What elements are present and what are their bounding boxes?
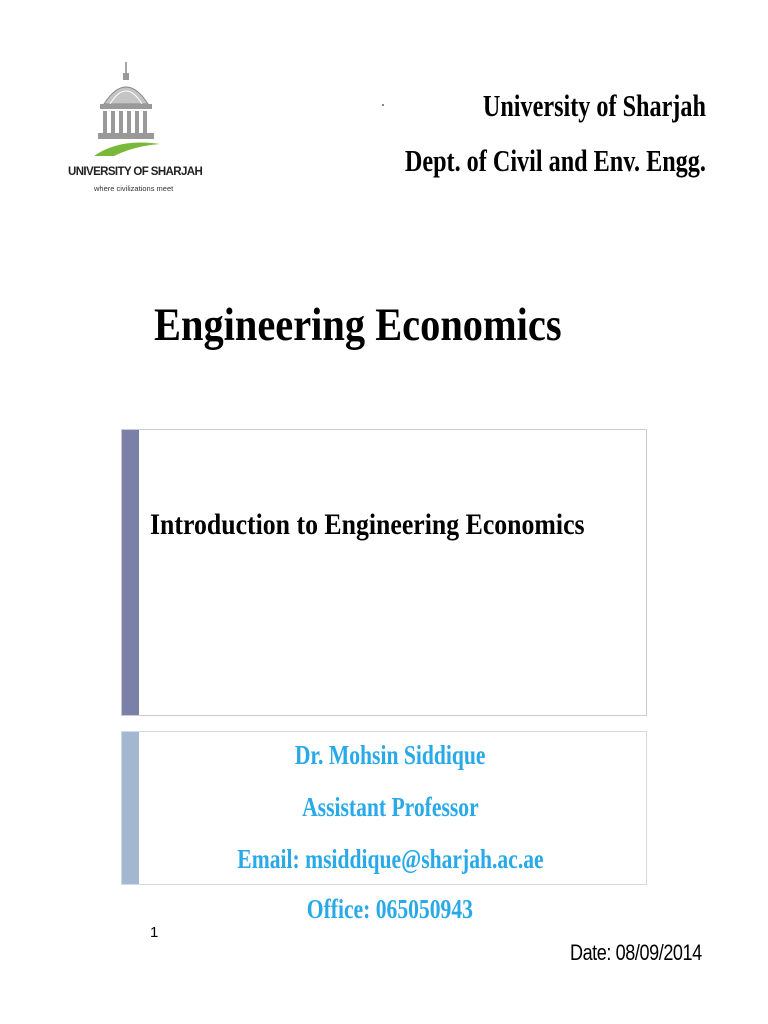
author-position: Assistant Professor bbox=[301, 792, 479, 822]
artifact-dot bbox=[382, 104, 384, 106]
author-name: Dr. Mohsin Siddique bbox=[294, 740, 486, 770]
university-name: University of Sharjah bbox=[483, 88, 706, 123]
page-number: 1 bbox=[150, 924, 159, 941]
department-name: Dept. of Civil and Env. Engg. bbox=[405, 143, 706, 178]
subtitle-box bbox=[121, 429, 647, 716]
university-logo bbox=[60, 60, 203, 205]
logo-name: UNIVERSITY OF SHARJAH bbox=[68, 166, 203, 178]
slide-title: Engineering Economics bbox=[154, 299, 562, 351]
dome-icon bbox=[90, 60, 162, 165]
slide-date: Date: 08/09/2014 bbox=[570, 940, 702, 965]
subtitle-box-accent-bar bbox=[122, 430, 139, 715]
author-box-accent-bar bbox=[122, 732, 139, 884]
author-office: Office: 065050943 bbox=[306, 894, 474, 924]
logo-tagline: where civilizations meet bbox=[94, 184, 174, 193]
author-email: Email: msiddique@sharjah.ac.ae bbox=[236, 844, 544, 874]
slide-subtitle: Introduction to Engineering Economics bbox=[150, 508, 585, 541]
